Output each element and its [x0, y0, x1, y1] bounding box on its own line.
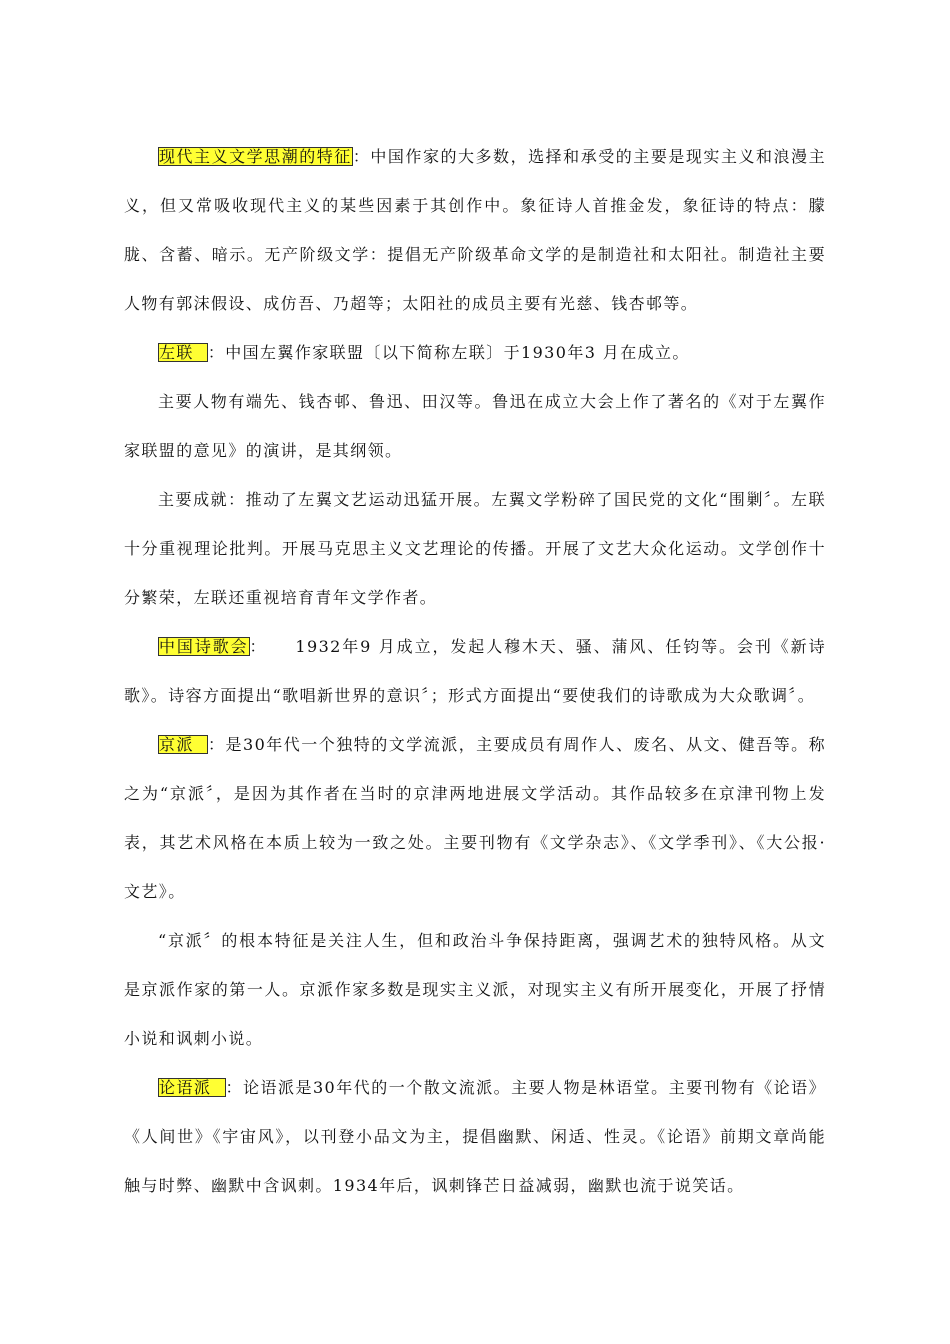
paragraph-zuolian: [124, 328, 826, 377]
text-poetry-society: ： 1932年9 月成立，发起人穆木天、骚、蒲风、任钧等。会刊《新诗歌》。诗容方面提出“歌唱新世界的意识〞；形式方面提出“要使我们的诗歌成为大众歌调〞。: [124, 637, 826, 705]
paragraph-poetry-society: [124, 622, 826, 720]
paragraph-lunyu: [124, 1063, 826, 1210]
text-modernism: ：中国作家的大多数，选择和承受的主要是现实主义和浪漫主义，但又常吸收现代主义的某些因素于其创作中。象征诗人首推金发，象征诗的特点：朦胧、含蓄、暗示。无产阶级文学：提倡无产阶级革命文学的是制造社和太阳社。制造社主要人物有郭沫假设、成仿吾、乃超等；太阳社的成员主要有光慈、钱杏邨等。: [124, 147, 826, 313]
term-poetry-society: 中国诗歌会: [159, 637, 249, 656]
term-lunyu: 论语派: [158, 1078, 226, 1097]
term-jingpai: 京派: [158, 735, 208, 754]
document-body: [124, 132, 826, 1210]
term-modernism: 现代主义文学思潮的特征: [159, 147, 352, 166]
paragraph-jingpai: [124, 720, 826, 916]
text-jingpai: ：是30年代一个独特的文学流派，主要成员有周作人、废名、从文、健吾等。称之为“京派〞，是因为其作者在当时的京津两地进展文学活动。其作品较多在京津刊物上发表，其艺术风格在本质上较为一致之处。主要刊物有《文学杂志》、《文学季刊》、《大公报·文艺》。: [124, 735, 826, 901]
paragraph-zuolian-achievements: 主要成就：推动了左翼文艺运动迅猛开展。左翼文学粉碎了国民党的文化“围剿〞。左联十分重视理论批判。开展马克思主义文艺理论的传播。开展了文艺大众化运动。文学创作十分繁荣，左联还重视培育青年文学作者。: [124, 490, 826, 607]
text-zuolian: ：中国左翼作家联盟〔以下简称左联〕于1930年3 月在成立。: [207, 343, 690, 362]
paragraph-jingpai-features: “京派〞的根本特征是关注人生，但和政治斗争保持距离，强调艺术的独特风格。从文是京派作家的第一人。京派作家多数是现实主义派，对现实主义有所开展变化，开展了抒情小说和讽刺小说。: [124, 931, 826, 1048]
paragraph-zuolian-people: 主要人物有端先、钱杏邨、鲁迅、田汉等。鲁迅在成立大会上作了著名的《对于左翼作家联盟的意见》的演讲，是其纲领。: [124, 392, 826, 460]
text-lunyu: ：论语派是30年代的一个散文流派。主要人物是林语堂。主要刊物有《论语》《人间世》《宇宙风》，以刊登小品文为主，提倡幽默、闲适、性灵。《论语》前期文章尚能触与时弊、幽默中含讽刺。1934年后，讽刺锋芒日益减弱，幽默也流于说笑话。: [124, 1078, 826, 1195]
paragraph-modernism: [124, 132, 826, 328]
term-zuolian: 左联: [158, 343, 208, 362]
